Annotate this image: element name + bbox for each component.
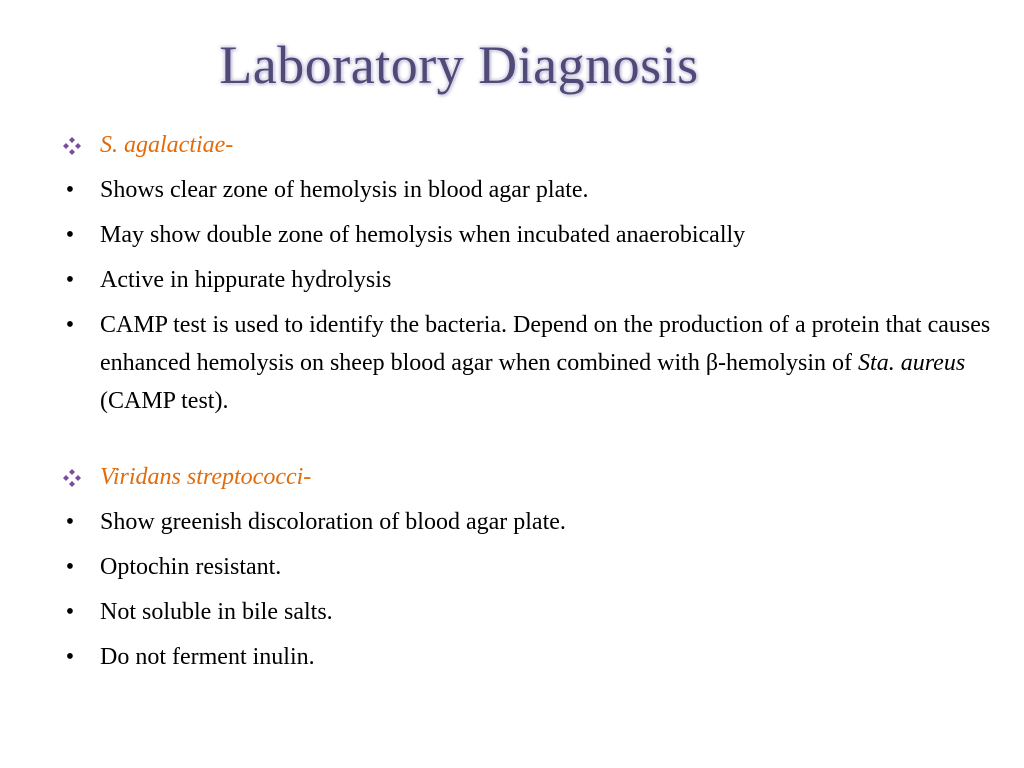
- list-item: [60, 216, 1000, 254]
- bullet-dot: •: [65, 267, 75, 293]
- section-heading-text: S. agalactiae-: [100, 132, 234, 158]
- bullet-dot: •: [65, 554, 75, 580]
- bullet-dot: •: [65, 509, 75, 535]
- list-item-camp-test: [60, 306, 1000, 420]
- bullet-dot: •: [65, 312, 75, 338]
- list-item-text: Not soluble in bile salts.: [100, 599, 333, 625]
- list-item-text-end: (CAMP test).: [100, 388, 229, 414]
- section-heading-s-agalactiae: [60, 126, 1000, 164]
- list-item-text: May show double zone of hemolysis when incubated anaerobically: [100, 222, 746, 248]
- list-item: [60, 503, 1000, 541]
- bullet-dot: •: [65, 644, 75, 670]
- slide-body: [60, 126, 1000, 676]
- species-name-italic: Sta. aureus: [858, 350, 966, 376]
- bullet-dot: •: [65, 222, 75, 248]
- list-item-text: Active in hippurate hydrolysis: [100, 267, 392, 293]
- list-item: [60, 261, 1000, 299]
- list-item: [60, 548, 1000, 586]
- list-item: [60, 171, 1000, 209]
- list-item-text: Optochin resistant.: [100, 554, 282, 580]
- list-item-text: Show greenish discoloration of blood agar plate.: [100, 509, 566, 535]
- bullet-dot: •: [65, 177, 75, 203]
- list-item: [60, 638, 1000, 676]
- slide-title: Laboratory Diagnosis: [219, 35, 699, 95]
- section-heading-viridans-streptococci: [60, 458, 1000, 496]
- section-heading-text: Viridans streptococci-: [100, 464, 312, 490]
- list-item-text: CAMP test is used to identify the bacteria. Depend on the production of a protein that causes enhanced hemolysis on sheep blood agar when combined with β-hemolysin of: [100, 312, 991, 376]
- bullet-dot: •: [65, 599, 75, 625]
- list-item-text: Do not ferment inulin.: [100, 644, 315, 670]
- section-spacer: [60, 420, 1000, 458]
- diamond-bullet-icon: [62, 468, 82, 488]
- diamond-bullet-icon: [62, 136, 82, 156]
- list-item-text: Shows clear zone of hemolysis in blood agar plate.: [100, 177, 589, 203]
- list-item: [60, 593, 1000, 631]
